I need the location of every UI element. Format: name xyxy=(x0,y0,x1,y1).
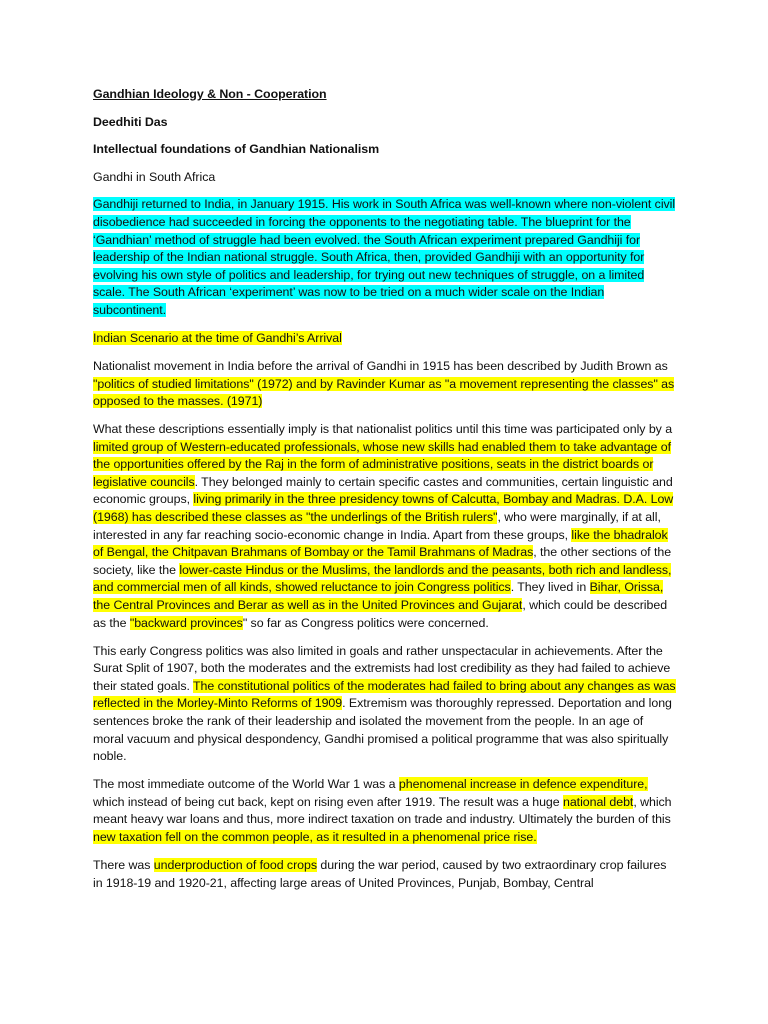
highlighted-text: underproduction of food crops xyxy=(153,857,317,872)
paragraph-nationalist-movement xyxy=(93,358,676,411)
paragraph-world-war xyxy=(93,776,676,846)
paragraph-text: Nationalist movement in India before the arrival of Gandhi in 1915 has been described by Judith Brown as xyxy=(93,358,668,373)
paragraph-text: . They lived in xyxy=(510,580,590,595)
highlighted-text: phenomenal increase in defence expenditure, xyxy=(398,777,648,792)
paragraph-early-congress xyxy=(93,643,676,766)
paragraph-text: " so far as Congress politics were concerned. xyxy=(242,615,489,630)
paragraph-text: This early Congress politics was also limited in goals and rather unspectacular in achievements. After the Surat Split of 1907, both the moderates and the extremists had lost credibility as they had failed to achieve their stated goals. xyxy=(93,643,671,693)
paragraph-text: , who were marginally, if at all, interested in any far reaching socio-economic change in India. Apart from these groups, xyxy=(93,510,661,542)
highlighted-text: "backward provinces xyxy=(129,615,243,630)
highlighted-text: national debt xyxy=(563,794,634,809)
author-name: Deedhiti Das xyxy=(93,114,168,129)
paragraph-text: , which could be described as the xyxy=(93,598,668,630)
highlighted-text: new taxation fell on the common people, as it resulted in a phenomenal price rise. xyxy=(93,829,537,844)
highlighted-text: "politics of studied limitations" (1972) and by Ravinder Kumar as "a movement representing the classes" as opposed to the masses. (1971) xyxy=(93,376,675,409)
paragraph-text: during the war period, caused by two extraordinary crop failures in 1918-19 and 1920-21, affecting large areas of United Provinces, Punjab, Bombay, Central xyxy=(93,857,667,890)
paragraph-text: which instead of being cut back, kept on rising even after 1919. The result was a huge xyxy=(93,794,563,809)
highlighted-text: Gandhiji returned to India, in January 1915. His work in South Africa was well-known where non-violent civil disobedience had succeeded in forcing the opponents to the negotiating table. The blueprint for the ‘Gandhian’ method of struggle had been evolved. the South African experiment prepared Gandhiji for leadership of the Indian national struggle. South Africa, then, provided Gandhiji with an opportunity for evolving his own style of politics and leadership, for trying out new techniques of struggle, on a limited scale. The South African ‘experiment’ was now to be tried on a much wider scale on the Indian subcontinent. xyxy=(93,197,676,317)
section-heading: Intellectual foundations of Gandhian Nationalism xyxy=(93,142,380,157)
paragraph-text: , which meant heavy war loans and thus, more indirect taxation on trade and industry. Ultimately the burden of this xyxy=(93,794,672,827)
highlighted-text: like the bhadralok of Bengal, the Chitpavan Brahmans of Bombay or the Tamil Brahmans of Madras xyxy=(93,527,668,560)
paragraph-text: . They belonged mainly to certain specific castes and communities, certain linguistic and economic groups, xyxy=(93,474,673,507)
highlighted-text: Bihar, Orissa, the Central Provinces and Berar as well as in the United Provinces and Gujarat xyxy=(93,580,664,613)
paragraph-food-crops xyxy=(93,857,676,892)
highlighted-text: limited group of Western-educated professionals, whose new skills had enabled them to take advantage of the opportunities offered by the Raj in the form of administrative positions, seats in the district boards or legislative councils xyxy=(93,439,672,489)
paragraph-descriptions xyxy=(93,421,676,632)
paragraph-text: The most immediate outcome of the World War 1 was a xyxy=(93,777,399,792)
paragraph-indian-scenario-heading xyxy=(93,330,676,348)
paragraph-south-africa xyxy=(93,196,676,319)
paragraph-text: , the other sections of the society, like the xyxy=(93,545,672,577)
document-body xyxy=(93,196,676,892)
highlighted-text: living primarily in the three presidency towns of Calcutta, Bombay and Madras. D.A. Low (1968) has described these classes as "the underlings of the British rulers" xyxy=(93,492,674,525)
paragraph-text: What these descriptions essentially imply is that nationalist politics until this time was participated only by a xyxy=(93,422,673,437)
paragraph-text: There was xyxy=(93,857,154,872)
paragraph-text: . Extremism was thoroughly repressed. Deportation and long sentences broke the rank of their leadership and isolated the movement from the people. In an age of moral vacuum and physical despondency, Gandhi promised a political programme that was also spiritually noble. xyxy=(93,696,672,764)
document-title: Gandhian Ideology & Non - Cooperation xyxy=(93,87,327,101)
highlighted-text: lower-caste Hindus or the Muslims, the landlords and the peasants, both rich and landless, and commercial men of all kinds, showed reluctance to join Congress politics xyxy=(93,562,672,595)
highlighted-text: Indian Scenario at the time of Gandhi’s Arrival xyxy=(93,330,342,345)
highlighted-text: The constitutional politics of the moderates had failed to bring about any changes as was reflected in the Morley-Minto Reforms of 1909 xyxy=(93,678,676,711)
subheading: Gandhi in South Africa xyxy=(93,169,216,184)
